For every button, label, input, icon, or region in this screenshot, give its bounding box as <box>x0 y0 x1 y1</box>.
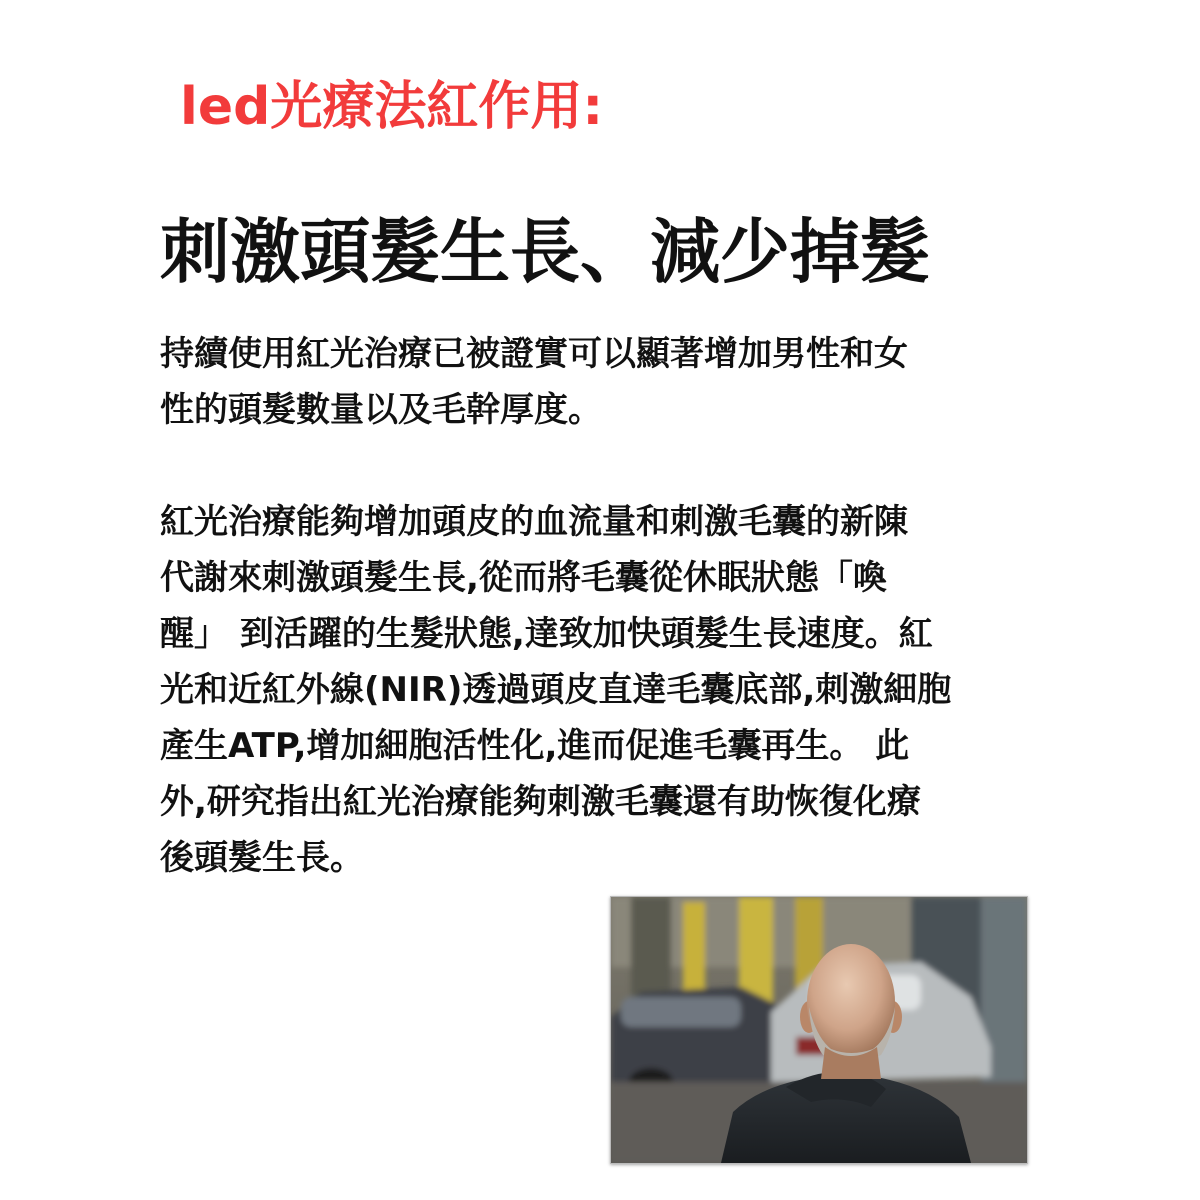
intro-paragraph <box>160 326 1080 438</box>
paragraph-line: 醒」 到活躍的生髮狀態,達致加快頭髮生長速度。紅 <box>160 614 933 654</box>
paragraph-line: 代謝來刺激頭髮生長,從而將毛囊從休眠狀態「喚 <box>160 558 887 598</box>
paragraph-line: 持續使用紅光治療已被證實可以顯著增加男性和女 <box>160 334 908 374</box>
paragraph-line: 後頭髮生長。 <box>160 838 364 878</box>
page-headline: 刺激頭髮生長、減少掉髮 <box>160 211 930 293</box>
balding-man-photo <box>610 896 1028 1164</box>
paragraph-line: 產生ATP,增加細胞活性化,進而促進毛囊再生。 此 <box>160 726 910 766</box>
paragraph-line: 外,研究指出紅光治療能夠刺激毛囊還有助恢復化療 <box>160 782 921 822</box>
paragraph-line: 性的頭髮數量以及毛幹厚度。 <box>160 390 602 430</box>
paragraph-line: 紅光治療能夠增加頭皮的血流量和刺激毛囊的新陳 <box>160 502 908 542</box>
paragraph-line: 光和近紅外線(NIR)透過頭皮直達毛囊底部,刺激細胞 <box>160 670 952 710</box>
detail-paragraph <box>160 494 1080 886</box>
section-label: led光療法紅作用: <box>180 77 604 137</box>
